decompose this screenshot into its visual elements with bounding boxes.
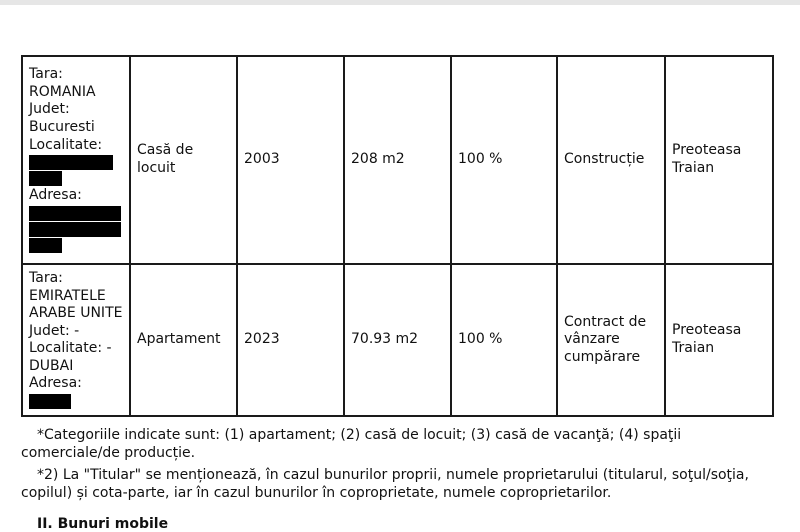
- property-type-cell: Casă de locuit: [130, 56, 237, 264]
- holder-cell: Preoteasa Traian: [665, 56, 773, 264]
- location-line: ROMANIA: [29, 83, 96, 100]
- redaction-bar: [29, 238, 62, 253]
- redaction-bar: [29, 206, 121, 221]
- location-line: Tara:: [29, 269, 63, 286]
- redaction-bar: [29, 394, 71, 409]
- location-line: DUBAI: [29, 357, 74, 374]
- share-cell: 100 %: [451, 56, 557, 264]
- location-line: Bucuresti: [29, 119, 95, 135]
- address-label: Adresa:: [29, 375, 82, 392]
- section-heading: II. Bunuri mobile: [37, 516, 169, 532]
- redaction-bar: [29, 155, 113, 170]
- area-cell: 208 m2: [344, 56, 451, 264]
- location-line: Judet:: [29, 101, 70, 118]
- location-line: EMIRATELE: [29, 287, 106, 304]
- redaction-bar: [29, 171, 62, 186]
- table-row: [22, 264, 773, 416]
- footnote-holder: *2) La "Titular" se menționează, în cazul bunurilor proprii, numele proprietarului (titularul, soţul/soţia, copilul) și cota-parte, iar în cazul bunurilor în coproprietate, numele coproprietarilor.: [21, 467, 749, 501]
- property-type-cell: Apartament: [130, 264, 237, 416]
- top-strip: [0, 0, 800, 5]
- real-estate-table: [21, 55, 774, 417]
- footnotes: [21, 426, 781, 502]
- area-cell: 70.93 m2: [344, 264, 451, 416]
- redaction-bar: [29, 222, 121, 237]
- location-cell: [22, 56, 130, 264]
- acquisition-cell: Construcție: [557, 56, 665, 264]
- location-line: Localitate: -: [29, 340, 112, 357]
- share-cell: 100 %: [451, 264, 557, 416]
- year-cell: 2023: [237, 264, 344, 416]
- location-cell: [22, 264, 130, 416]
- address-label: Adresa:: [29, 187, 82, 204]
- holder-cell: Preoteasa Traian: [665, 264, 773, 416]
- location-line: Localitate:: [29, 136, 103, 153]
- table-row: [22, 56, 773, 264]
- year-cell: 2003: [237, 56, 344, 264]
- location-line: ARABE UNITE: [29, 305, 123, 322]
- acquisition-cell: Contract de vânzare cumpărare: [557, 264, 665, 416]
- footnote-categories: *Categoriile indicate sunt: (1) apartament; (2) casă de locuit; (3) casă de vacanţă; (4) spaţii comerciale/de producție.: [21, 427, 682, 461]
- location-line: Tara:: [29, 66, 63, 83]
- location-line: Judet: -: [29, 322, 80, 339]
